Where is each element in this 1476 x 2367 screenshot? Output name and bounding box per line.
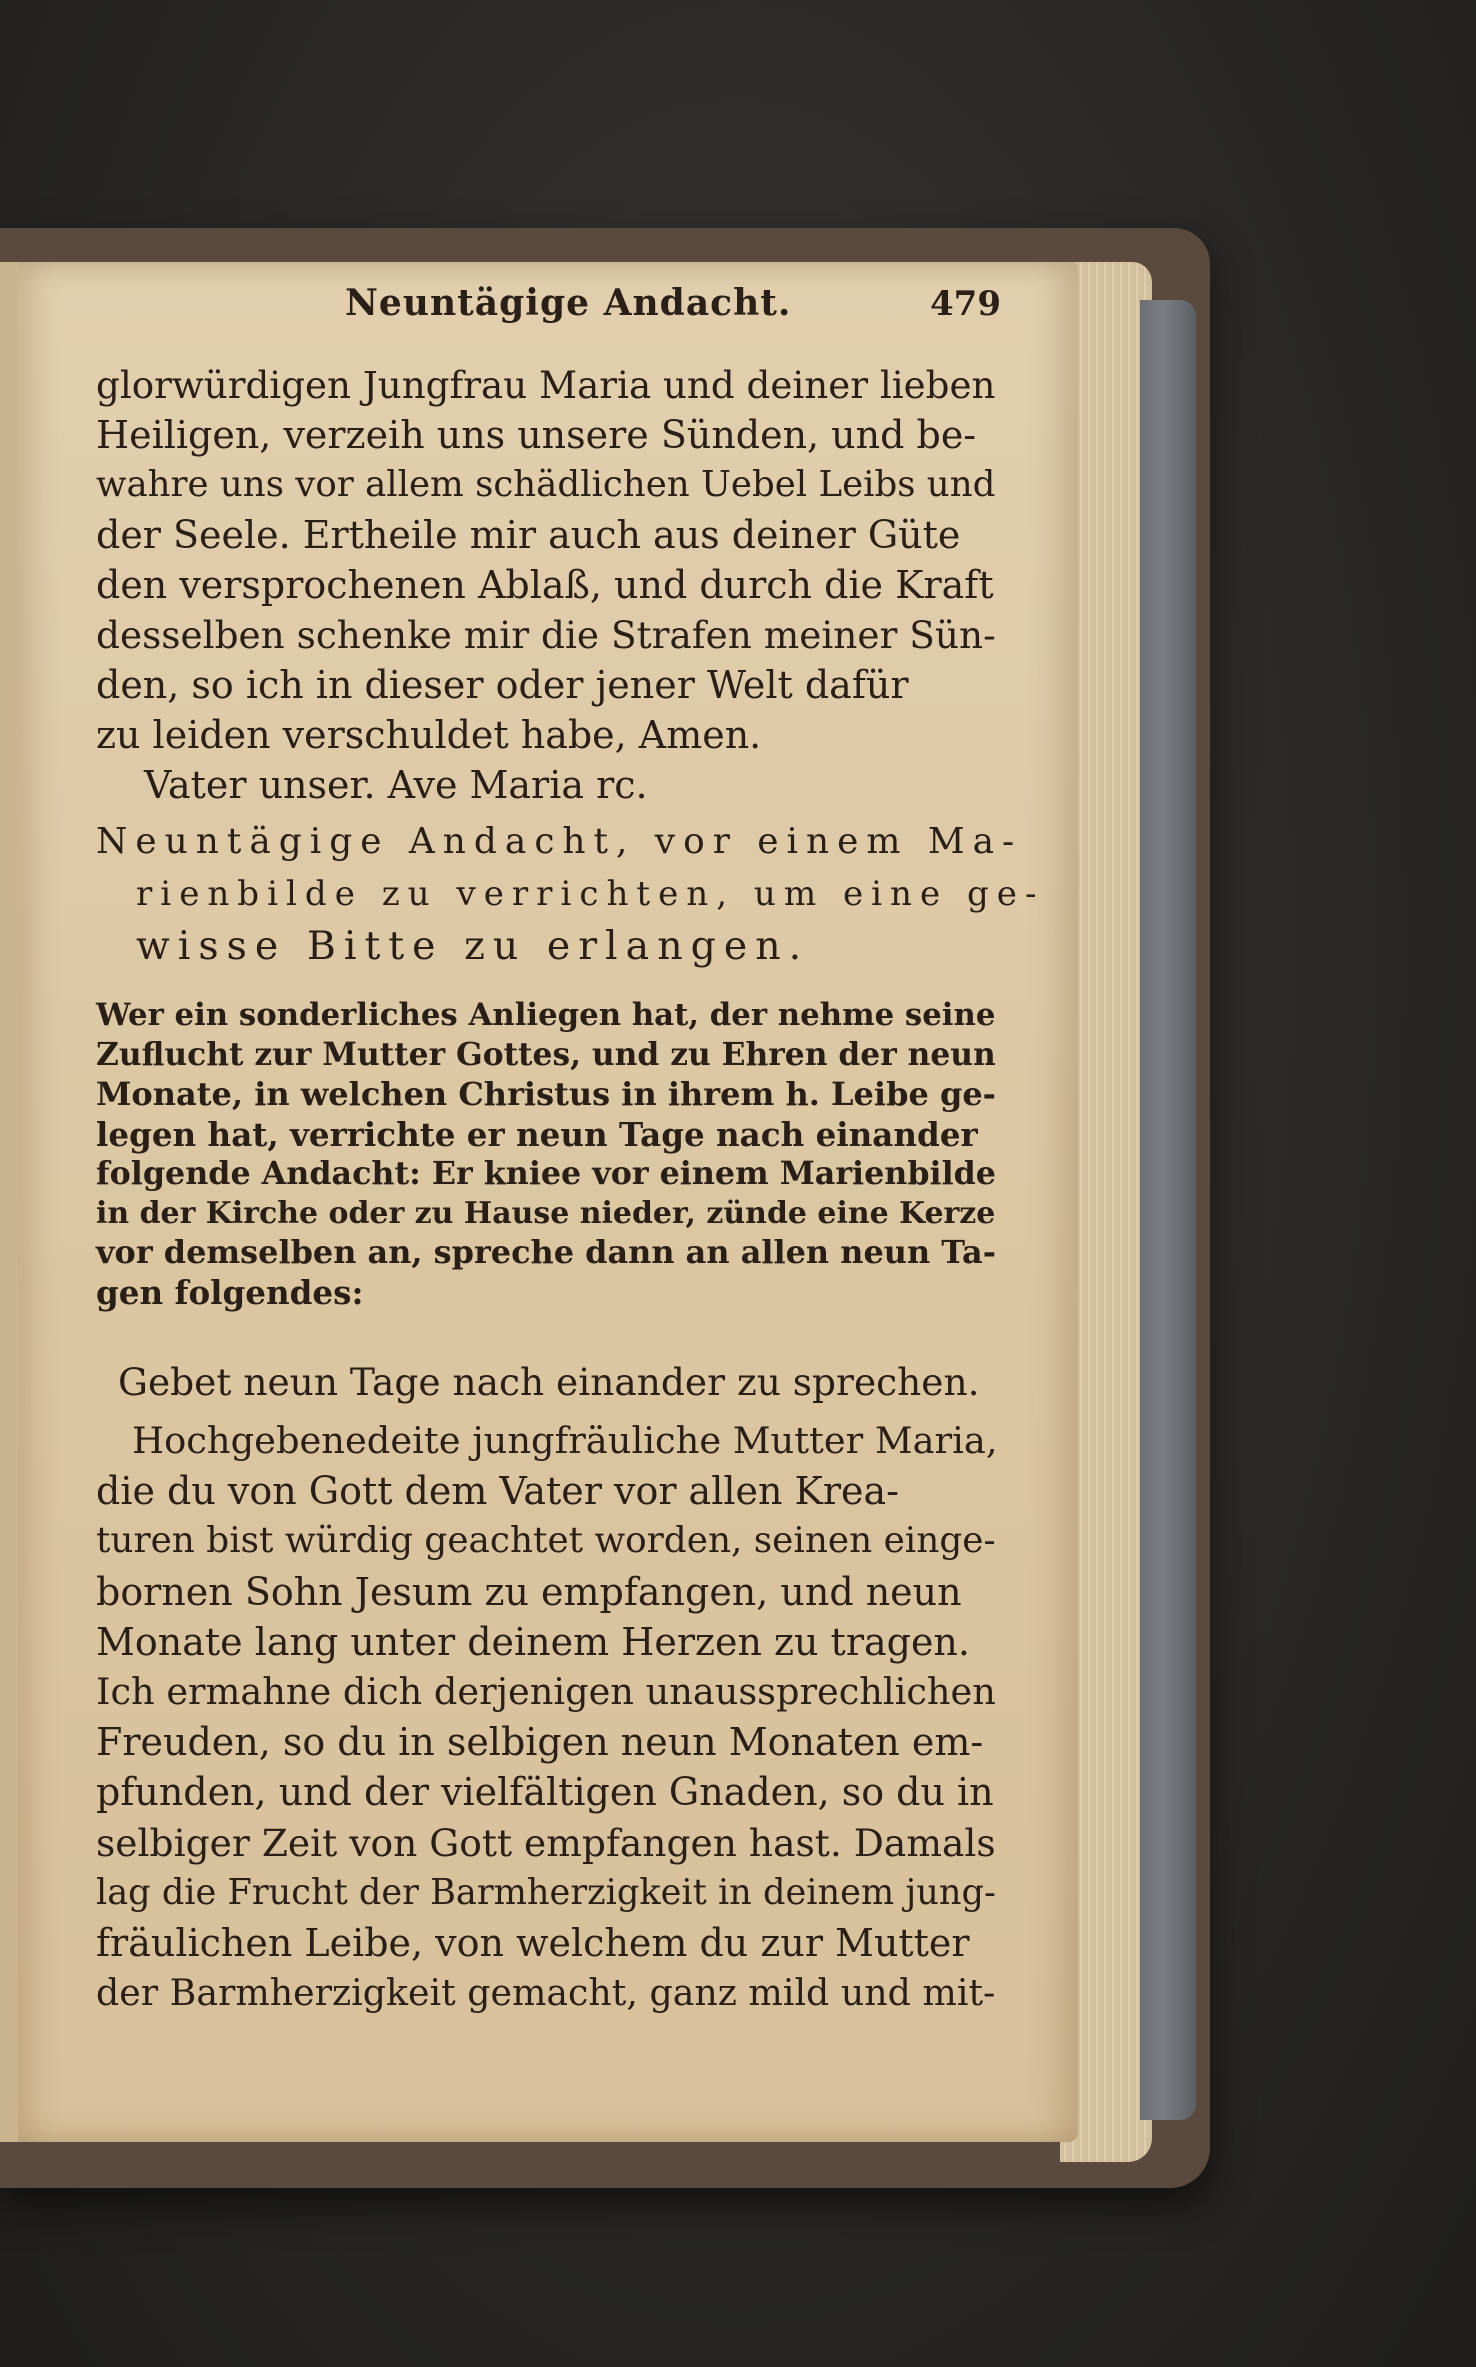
running-title: Neuntägige Andacht. (345, 282, 792, 324)
text-line: glorwürdigen Jungfrau Maria und deiner lieben (96, 363, 996, 407)
heading-line: Neuntägige Andacht, vor einem Ma- (96, 821, 1023, 862)
prayer-title: Gebet neun Tage nach einander zu sprechen. (118, 1360, 980, 1404)
heading-line: rienbilde zu verrichten, um eine ge- (136, 874, 1045, 914)
rubric-line: gen folgendes: (96, 1272, 364, 1312)
running-head (330, 272, 1010, 332)
text-line: Monate lang unter deinem Herzen zu tragen. (96, 1619, 970, 1664)
text-line: Heiligen, verzeih uns unsere Sünden, und be- (96, 413, 977, 457)
text-line: fräulichen Leibe, von welchem du zur Mutter (96, 1921, 970, 1966)
heading-line: wisse Bitte zu erlangen. (136, 923, 810, 969)
text-line: der Seele. Ertheile mir auch aus deiner Güte (96, 513, 961, 557)
text-line: wahre uns vor allem schädlichen Uebel Leibs und (96, 464, 996, 505)
text-line: die du von Gott dem Vater vor allen Krea- (96, 1469, 900, 1514)
page-number: 479 (930, 284, 1001, 324)
rubric-line: Monate, in welchen Christus in ihrem h. Leibe ge- (96, 1075, 996, 1113)
text-line: den, so ich in dieser oder jener Welt dafür (96, 663, 909, 707)
text-line: der Barmherzigkeit gemacht, ganz mild und mit- (96, 1971, 996, 2015)
rubric-line: Zuflucht zur Mutter Gottes, und zu Ehren der neun (96, 1036, 996, 1073)
rubric-line: Wer ein sonderliches Anliegen hat, der nehme seine (96, 997, 996, 1033)
text-line: pfunden, und der vielfältigen Gnaden, so du in (96, 1770, 994, 1815)
rubric-line: legen hat, verrichte er neun Tage nach einander (96, 1114, 978, 1154)
text-line: Hochgebenedeite jungfräuliche Mutter Maria, (132, 1419, 998, 1462)
rubric-line: vor demselben an, spreche dann an allen neun Ta- (96, 1233, 996, 1271)
section-heading (96, 816, 1045, 972)
text-line: den versprochenen Ablaß, und durch die Kraft (96, 563, 994, 607)
prayer-text (96, 1416, 1008, 2018)
text-line: zu leiden verschuldet habe, Amen. (96, 713, 762, 757)
book-spine (1140, 300, 1196, 2120)
text-line: lag die Frucht der Barmherzigkeit in deinem jung- (96, 1871, 996, 1913)
rubric-line: in der Kirche oder zu Hause nieder, zünde eine Kerze (96, 1195, 996, 1231)
text-line: Ich ermahne dich derjenigen unaussprechlichen (96, 1670, 996, 1714)
prayer-continuation (96, 360, 1008, 810)
text-line: Freuden, so du in selbigen neun Monaten em- (96, 1720, 984, 1765)
text-line: Vater unser. Ave Maria rc. (144, 763, 648, 807)
text-line: selbiger Zeit von Gott empfangen hast. Damals (96, 1820, 996, 1865)
text-line: desselben schenke mir die Strafen meiner Sün- (96, 613, 996, 657)
text-line: turen bist würdig geachtet worden, seinen einge- (96, 1520, 996, 1562)
rubric-instructions (96, 996, 1008, 1312)
text-line: bornen Sohn Jesum zu empfangen, und neun (96, 1569, 962, 1614)
rubric-line: folgende Andacht: Er kniee vor einem Marienbilde (96, 1155, 996, 1192)
